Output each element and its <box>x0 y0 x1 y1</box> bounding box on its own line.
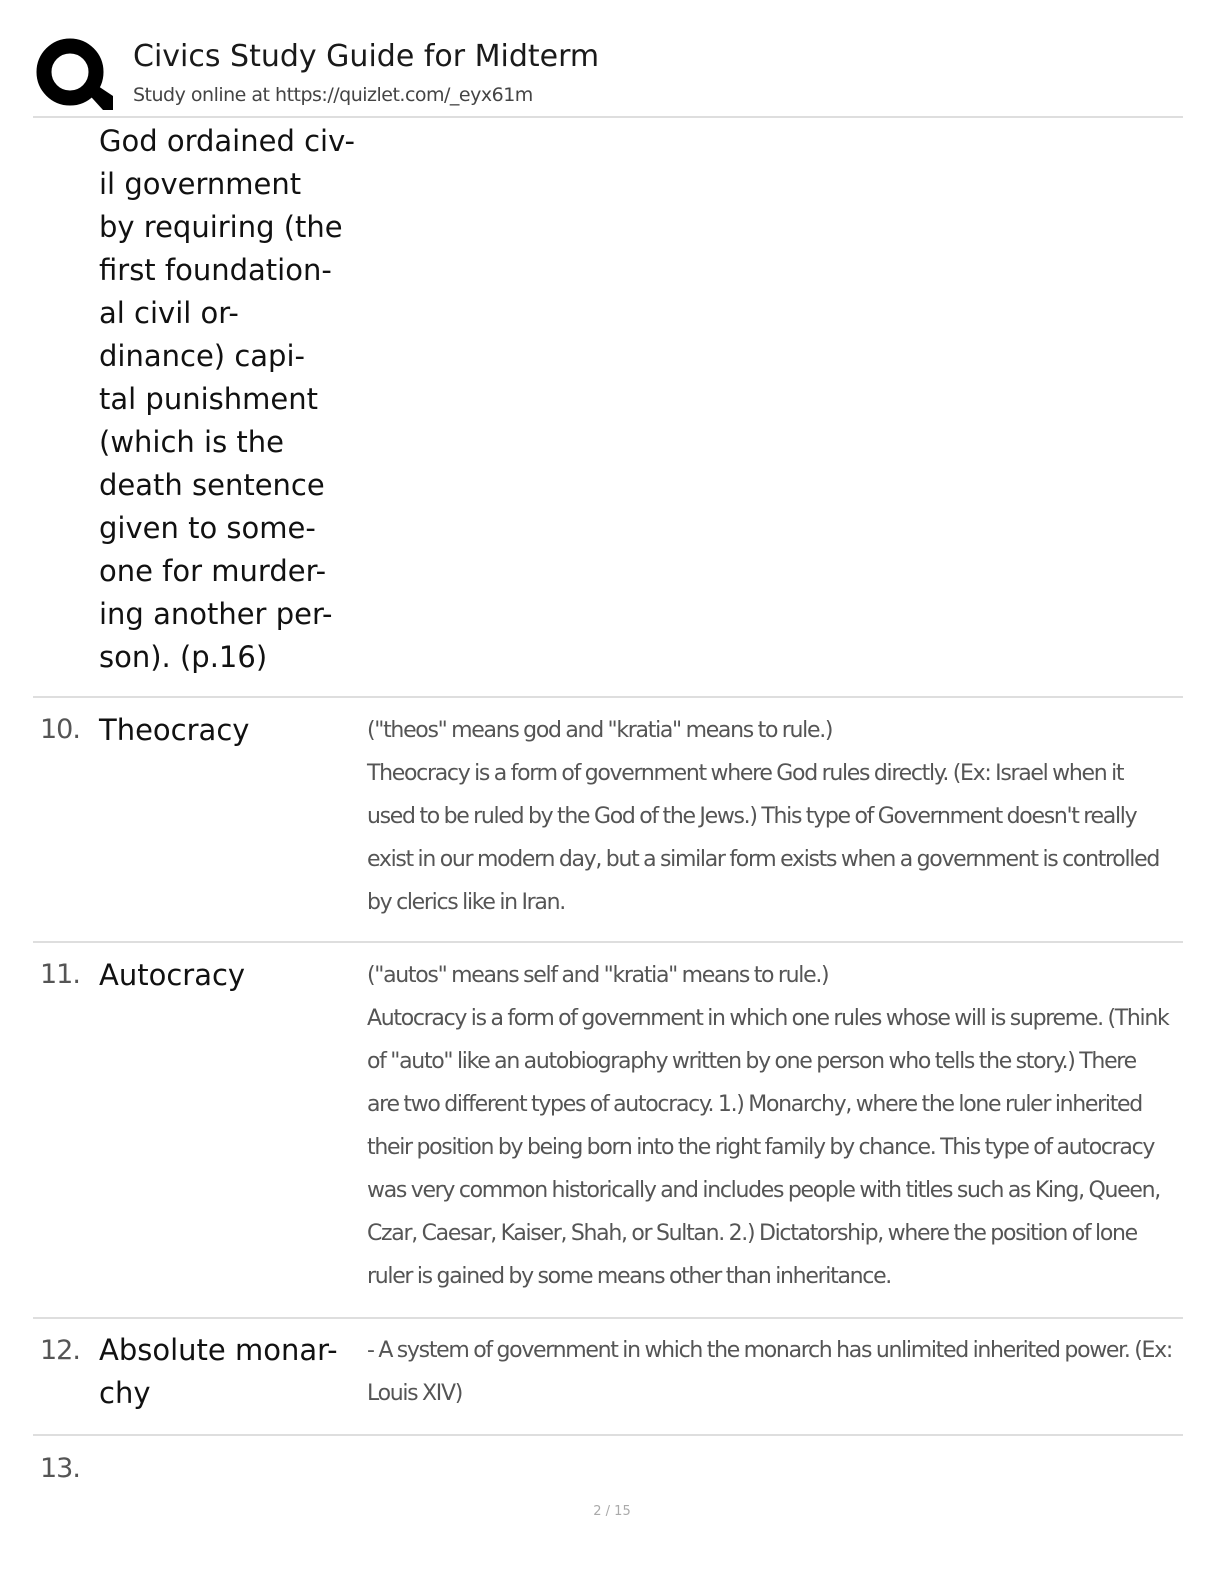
card-number: 12. <box>40 1335 80 1366</box>
term-line: Autocracy <box>99 958 246 992</box>
definition-line: was very common historically and includes people with titles such as King, Queen, <box>367 1178 1160 1203</box>
page-number: 2 / 15 <box>593 1504 631 1519</box>
definition-line: Autocracy is a form of government in which one rules whose will is supreme. (Think <box>367 1006 1169 1031</box>
card-number: 13. <box>40 1453 80 1484</box>
row-divider <box>33 696 1183 698</box>
card-number: 11. <box>40 959 80 990</box>
term-line: Theocracy <box>99 713 250 747</box>
continued-line: first foundation- <box>99 253 332 287</box>
definition-line: exist in our modern day, but a similar form exists when a government is controlled <box>367 847 1159 872</box>
continued-line: death sentence <box>99 468 325 502</box>
continued-line: tal punishment <box>99 382 318 416</box>
continued-definition <box>99 120 369 679</box>
continued-line: one for murder- <box>99 554 327 588</box>
definition-line: - A system of government in which the monarch has unlimited inherited power. (Ex: <box>367 1338 1172 1363</box>
definition-line: Czar, Caesar, Kaiser, Shah, or Sultan. 2.) Dictatorship, where the position of lone <box>367 1221 1137 1246</box>
header-divider <box>33 116 1183 118</box>
card-definition <box>367 954 1177 1298</box>
card-term <box>99 709 249 752</box>
row-divider <box>33 941 1183 943</box>
definition-line: their position by being born into the right family by chance. This type of autocracy <box>367 1135 1155 1160</box>
quizlet-q-logo-icon <box>33 34 113 114</box>
definition-line: ("autos" means self and "kratia" means to rule.) <box>367 963 829 988</box>
card-term <box>99 954 245 997</box>
continued-line: by requiring (the <box>99 210 343 244</box>
definition-line: are two different types of autocracy. 1.) Monarchy, where the lone ruler inherited <box>367 1092 1142 1117</box>
continued-line: son). (p.16) <box>99 640 268 674</box>
term-line: Absolute monar- <box>99 1333 338 1367</box>
term-line: chy <box>99 1376 151 1410</box>
definition-line: of "auto" like an autobiography written by one person who tells the story.) There <box>367 1049 1136 1074</box>
definition-line: Theocracy is a form of government where God rules directly. (Ex: Israel when it <box>367 761 1124 786</box>
definition-line: ruler is gained by some means other than inheritance. <box>367 1264 891 1289</box>
study-online-url[interactable]: Study online at https://quizlet.com/_eyx61m <box>133 84 533 106</box>
row-divider <box>33 1317 1183 1319</box>
definition-line: Louis XIV) <box>367 1381 463 1406</box>
continued-line: ing another per- <box>99 597 333 631</box>
page-header <box>33 34 1183 116</box>
card-number: 10. <box>40 714 80 745</box>
row-divider <box>33 1434 1183 1436</box>
continued-line: dinance) capi- <box>99 339 305 373</box>
card-definition <box>367 709 1177 924</box>
definition-line: used to be ruled by the God of the Jews.) This type of Government doesn't really <box>367 804 1137 829</box>
continued-line: God ordained civ- <box>99 124 355 158</box>
continued-line: il government <box>99 167 302 201</box>
card-definition <box>367 1329 1177 1415</box>
continued-line: (which is the <box>99 425 284 459</box>
definition-line: ("theos" means god and "kratia" means to rule.) <box>367 718 833 743</box>
document-title: Civics Study Guide for Midterm <box>133 39 600 74</box>
definition-line: by clerics like in Iran. <box>367 890 565 915</box>
continued-line: al civil or- <box>99 296 239 330</box>
continued-line: given to some- <box>99 511 316 545</box>
card-term <box>99 1329 338 1415</box>
